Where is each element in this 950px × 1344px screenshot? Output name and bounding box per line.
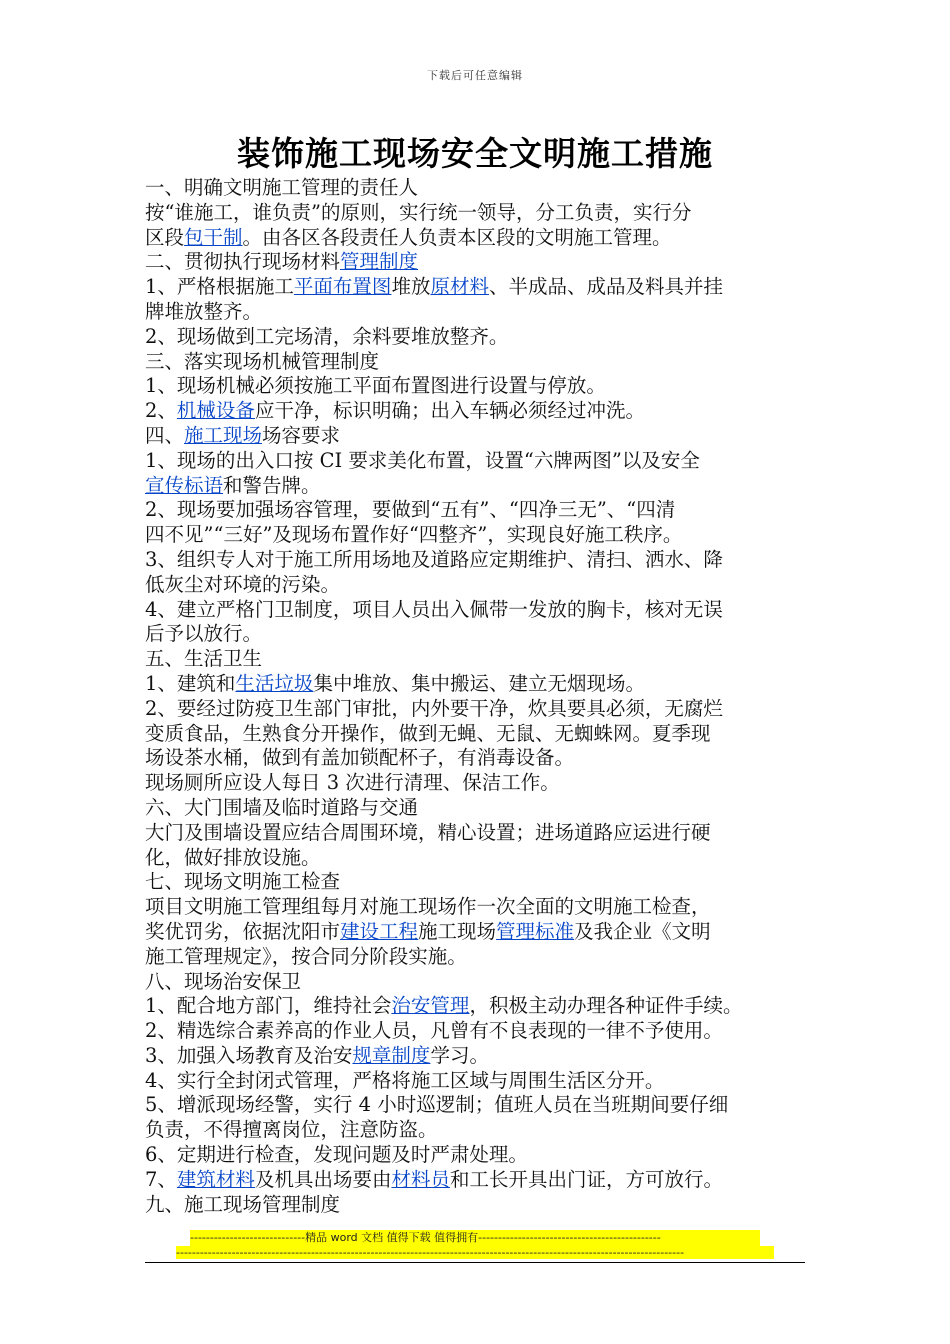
text-line — [145, 1193, 825, 1218]
text-line — [145, 920, 825, 945]
text-segment: 1、建筑和 — [145, 671, 236, 695]
text-line — [145, 449, 825, 474]
text-segment: 场容要求 — [262, 423, 341, 447]
text-line — [145, 1093, 825, 1118]
text-segment: 低灰尘对环境的污染。 — [145, 572, 341, 596]
text-line — [145, 672, 825, 697]
text-segment: 七、现场文明施工检查 — [145, 870, 341, 894]
hyperlink[interactable]: 宣传标语 — [145, 473, 224, 497]
text-segment: 施工现场 — [418, 919, 497, 943]
text-line — [145, 722, 825, 747]
text-segment: 4、实行全封闭式管理，严格将施工区域与周围生活区分开。 — [145, 1068, 665, 1092]
text-line — [145, 622, 825, 647]
text-segment: 和工长开具出门证，方可放行。 — [449, 1167, 723, 1191]
text-segment: 1、配合地方部门，维持社会 — [145, 994, 392, 1018]
text-segment: 2、 — [145, 399, 177, 423]
text-segment: 牌堆放整齐。 — [145, 299, 263, 323]
text-line — [145, 201, 825, 226]
text-line — [145, 250, 825, 275]
text-line — [145, 1069, 825, 1094]
text-segment: 区段 — [145, 225, 185, 249]
text-line — [145, 523, 825, 548]
text-line — [145, 1168, 825, 1193]
text-segment: 6、定期进行检查，发现问题及时严肃处理。 — [145, 1143, 528, 1167]
text-line — [145, 1118, 825, 1143]
document-title: 装饰施工现场安全文明施工措施 — [237, 134, 713, 173]
text-line — [145, 647, 825, 672]
hyperlink[interactable]: 包干制 — [184, 225, 243, 249]
text-segment: 7、 — [145, 1167, 177, 1191]
text-line — [145, 796, 825, 821]
text-line — [145, 399, 825, 424]
text-segment: 八、现场治安保卫 — [145, 969, 302, 993]
hyperlink[interactable]: 材料员 — [391, 1167, 450, 1191]
footer-banner: -----------------------------精品 word 文档 值得下载 值得拥有---------------------------------------------- — [190, 1230, 760, 1246]
text-line — [145, 325, 825, 350]
text-line — [145, 598, 825, 623]
text-line — [145, 771, 825, 796]
text-segment: 九、施工现场管理制度 — [145, 1192, 341, 1216]
text-segment: 5、增派现场经警，实行 4 小时巡逻制；值班人员在当班期间要仔细 — [145, 1093, 729, 1117]
text-segment: 负责，不得擅离岗位，注意防盗。 — [145, 1118, 438, 1142]
text-line — [145, 498, 825, 523]
text-line — [145, 350, 825, 375]
hyperlink[interactable]: 机械设备 — [176, 399, 255, 423]
hyperlink[interactable]: 管理标准 — [496, 919, 575, 943]
text-segment: 二、贯彻执行现场材料 — [145, 250, 341, 274]
footer-dashes: -------------------------------------------------------------------------------------------------------------------------------- — [176, 1246, 774, 1259]
text-segment: 四、 — [145, 423, 185, 447]
text-segment: 2、精选综合素养高的作业人员，凡曾有不良表现的一律不予使用。 — [145, 1019, 723, 1043]
text-segment: 学习。 — [430, 1043, 489, 1067]
text-segment: 现场厕所应设人每日 3 次进行清理、保洁工作。 — [145, 771, 560, 795]
text-segment: 3、组织专人对于施工所用场地及道路应定期维护、清扫、洒水、降 — [145, 547, 723, 571]
text-segment: 2、现场做到工完场清，余料要堆放整齐。 — [145, 324, 509, 348]
page-header-note: 下载后可任意编辑 — [427, 69, 523, 82]
text-segment: 按“谁施工，谁负责”的原则，实行统一领导，分工负责，实行分 — [145, 200, 692, 224]
text-line — [145, 374, 825, 399]
text-segment: 1、现场机械必须按施工平面布置图进行设置与停放。 — [145, 374, 606, 398]
hyperlink[interactable]: 建筑材料 — [176, 1167, 255, 1191]
text-line — [145, 945, 825, 970]
text-segment: 及我企业《文明 — [574, 919, 711, 943]
text-line — [145, 474, 825, 499]
text-segment: 4、建立严格门卫制度，项目人员出入佩带一发放的胸卡，核对无误 — [145, 597, 723, 621]
text-line — [145, 424, 825, 449]
text-segment: 大门及围墙设置应结合周围环境，精心设置；进场道路应运进行硬 — [145, 820, 711, 844]
hyperlink[interactable]: 规章制度 — [352, 1043, 431, 1067]
text-segment: 四不见”“三好”及现场布置作好“四整齐”，实现良好施工秩序。 — [145, 523, 683, 547]
text-line — [145, 300, 825, 325]
text-segment: 集中堆放、集中搬运、建立无烟现场。 — [313, 671, 645, 695]
text-line — [145, 176, 825, 201]
text-line — [145, 548, 825, 573]
text-segment: 项目文明施工管理组每月对施工现场作一次全面的文明施工检查， — [145, 895, 711, 919]
text-line — [145, 821, 825, 846]
hyperlink[interactable]: 治安管理 — [391, 994, 470, 1018]
hyperlink[interactable]: 原材料 — [430, 275, 489, 299]
footer-rule — [145, 1262, 805, 1263]
text-line — [145, 870, 825, 895]
text-segment: 三、落实现场机械管理制度 — [145, 349, 380, 373]
text-segment: 堆放 — [391, 275, 431, 299]
text-line — [145, 970, 825, 995]
document-body — [145, 176, 825, 1217]
text-segment: 2、现场要加强场容管理，要做到“五有”、“四净三无”、“四清 — [145, 498, 676, 522]
text-segment: 场设茶水桶，做到有盖加锁配杯子，有消毒设备。 — [145, 746, 575, 770]
text-segment: 3、加强入场教育及治安 — [145, 1043, 353, 1067]
text-segment: 2、要经过防疫卫生部门审批，内外要干净，炊具要具必须，无腐烂 — [145, 696, 723, 720]
text-segment: 变质食品，生熟食分开操作，做到无蝇、无鼠、无蜘蛛网。夏季现 — [145, 721, 711, 745]
text-line — [145, 275, 825, 300]
text-segment: 及机具出场要由 — [254, 1167, 392, 1191]
text-segment: 、半成品、成品及料具并挂 — [488, 275, 723, 299]
text-line — [145, 697, 825, 722]
text-line — [145, 573, 825, 598]
text-line — [145, 226, 825, 251]
hyperlink[interactable]: 平面布置图 — [293, 275, 392, 299]
text-line — [145, 1143, 825, 1168]
text-segment: 1、现场的出入口按 CI 要求美化布置，设置“六牌两图”以及安全 — [145, 448, 700, 472]
text-line — [145, 1019, 825, 1044]
text-line — [145, 746, 825, 771]
text-segment: 。由各区各段责任人负责本区段的文明施工管理。 — [242, 225, 672, 249]
text-segment: 应干净，标识明确；出入车辆必须经过冲洗。 — [254, 399, 645, 423]
hyperlink[interactable]: 管理制度 — [340, 250, 419, 274]
text-segment: 奖优罚劣，依据沈阳市 — [145, 919, 341, 943]
text-line — [145, 895, 825, 920]
text-segment: 一、明确文明施工管理的责任人 — [145, 176, 419, 199]
text-segment: ，积极主动办理各种证件手续。 — [469, 994, 743, 1018]
hyperlink[interactable]: 建设工程 — [340, 919, 419, 943]
text-segment: 1、严格根据施工 — [145, 275, 294, 299]
text-line — [145, 1044, 825, 1069]
hyperlink[interactable]: 生活垃圾 — [235, 671, 314, 695]
text-segment: 和警告牌。 — [223, 473, 321, 497]
text-line — [145, 846, 825, 871]
text-segment: 施工管理规定》，按合同分阶段实施。 — [145, 944, 467, 968]
text-segment: 化，做好排放设施。 — [145, 845, 321, 869]
text-segment: 六、大门围墙及临时道路与交通 — [145, 795, 419, 819]
text-segment: 五、生活卫生 — [145, 647, 263, 671]
hyperlink[interactable]: 施工现场 — [184, 423, 263, 447]
text-segment: 后予以放行。 — [145, 622, 263, 646]
text-line — [145, 994, 825, 1019]
